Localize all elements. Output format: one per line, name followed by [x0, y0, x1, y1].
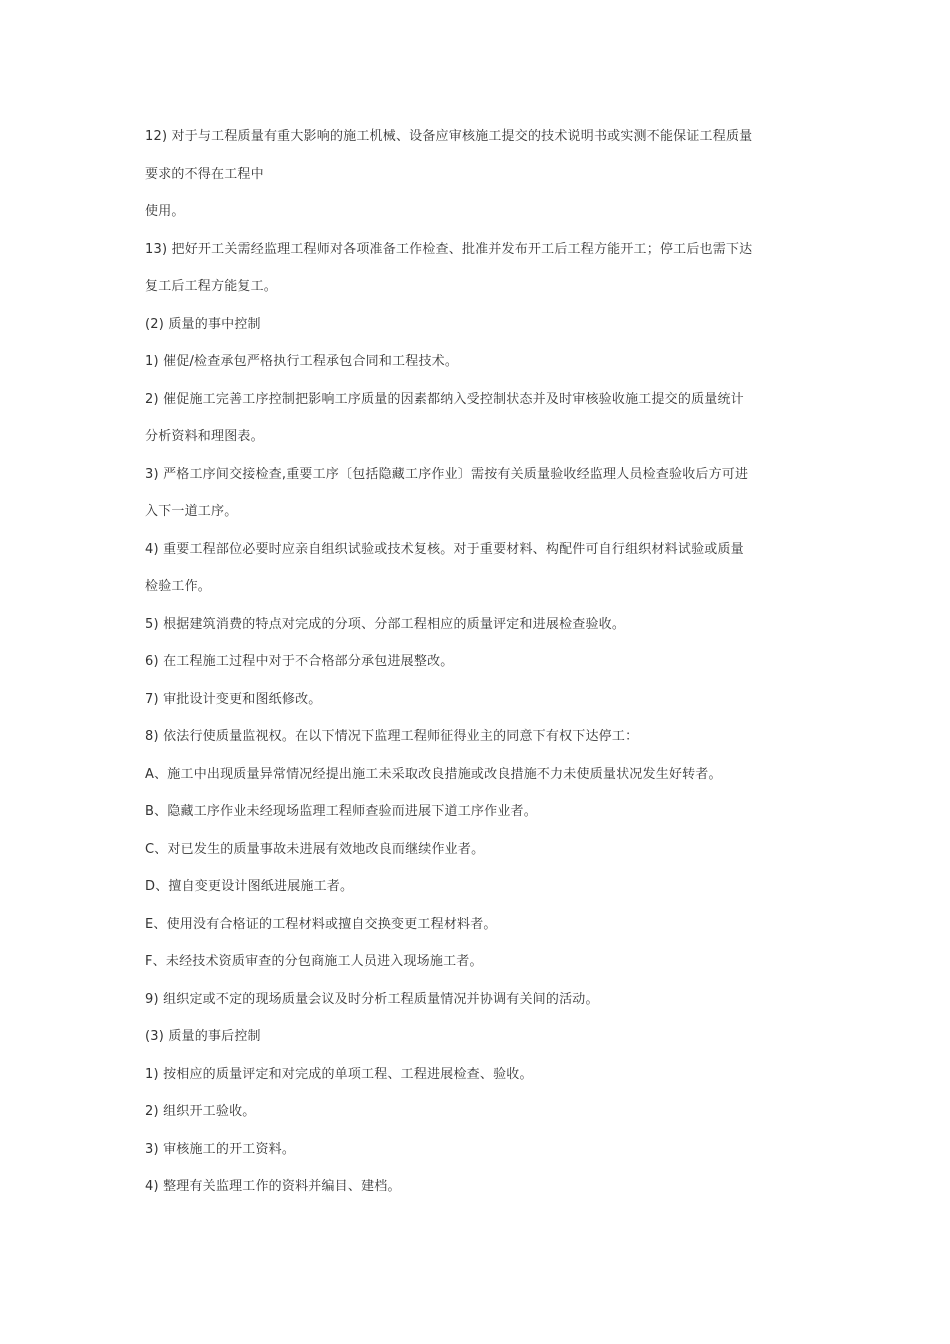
in-process-item-8: 8) 依法行使质量监视权。在以下情况下监理工程师征得业主的同意下有权下达停工：	[145, 729, 639, 744]
in-process-item-6: 6) 在工程施工过程中对于不合格部分承包进展整改。	[145, 654, 454, 669]
in-process-item-4-line-1: 4) 重要工程部位必要时应亲自组织试验或技术复核。对于重要材料、构配件可自行组织材料试验或质量	[145, 541, 744, 557]
section-heading-post-control: (3) 质量的事后控制	[145, 1029, 261, 1044]
section-heading-in-process-control: (2) 质量的事中控制	[145, 316, 261, 332]
post-control-item-1: 1) 按相应的质量评定和对完成的单项工程、工程进展检查、验收。	[145, 1066, 533, 1082]
post-control-item-3: 3) 审核施工的开工资料。	[145, 1141, 296, 1157]
in-process-item-9: 9) 组织定或不定的现场质量会议及时分析工程质量情况并协调有关间的活动。	[145, 991, 599, 1007]
stop-work-condition-f: F、未经技术资质审查的分包商施工人员进入现场施工者。	[145, 954, 483, 969]
post-control-item-2: 2) 组织开工验收。	[145, 1104, 256, 1119]
in-process-item-1: 1) 催促/检查承包严格执行工程承包合同和工程技术。	[145, 354, 459, 369]
in-process-item-2-line-2: 分析资料和理图表。	[145, 429, 264, 444]
post-control-item-4: 4) 整理有关监理工作的资料并编目、建档。	[145, 1179, 401, 1194]
stop-work-condition-d: D、擅自变更设计图纸进展施工者。	[145, 879, 354, 894]
stop-work-condition-c: C、对已发生的质量事故未进展有效地改良而继续作业者。	[145, 841, 485, 857]
document-body	[145, 118, 825, 1206]
item-12-line-1: 12) 对于与工程质量有重大影响的施工机械、设备应审核施工提交的技术说明书或实测不能保证工程质量	[145, 129, 753, 144]
stop-work-condition-b: B、隐藏工序作业未经现场监理工程师查验而进展下道工序作业者。	[145, 804, 537, 819]
item-12-line-2: 要求的不得在工程中	[145, 166, 264, 182]
in-process-item-3-line-1: 3) 严格工序间交接检查,重要工序〔包括隐藏工序作业〕需按有关质量验收经监理人员检查验收后方可进	[145, 466, 749, 482]
in-process-item-2-line-1: 2) 催促施工完善工序控制把影响工序质量的因素都纳入受控制状态并及时审核验收施工提交的质量统计	[145, 391, 744, 407]
item-13-line-1: 13) 把好开工关需经监理工程师对各项准备工作检查、批准并发布开工后工程方能开工；停工后也需下达	[145, 241, 753, 257]
in-process-item-4-line-2: 检验工作。	[145, 579, 212, 594]
stop-work-condition-e: E、使用没有合格证的工程材料或擅自交换变更工程材料者。	[145, 916, 497, 932]
item-13-line-2: 复工后工程方能复工。	[145, 279, 278, 294]
in-process-item-5: 5) 根据建筑消费的特点对完成的分项、分部工程相应的质量评定和进展检查验收。	[145, 616, 626, 632]
item-12-line-3: 使用。	[145, 204, 185, 219]
in-process-item-7: 7) 审批设计变更和图纸修改。	[145, 691, 322, 707]
in-process-item-3-line-2: 入下一道工序。	[145, 504, 238, 519]
stop-work-condition-a: A、施工中出现质量异常情况经提出施工未采取改良措施或改良措施不力未使质量状况发生好转者。	[145, 766, 722, 782]
